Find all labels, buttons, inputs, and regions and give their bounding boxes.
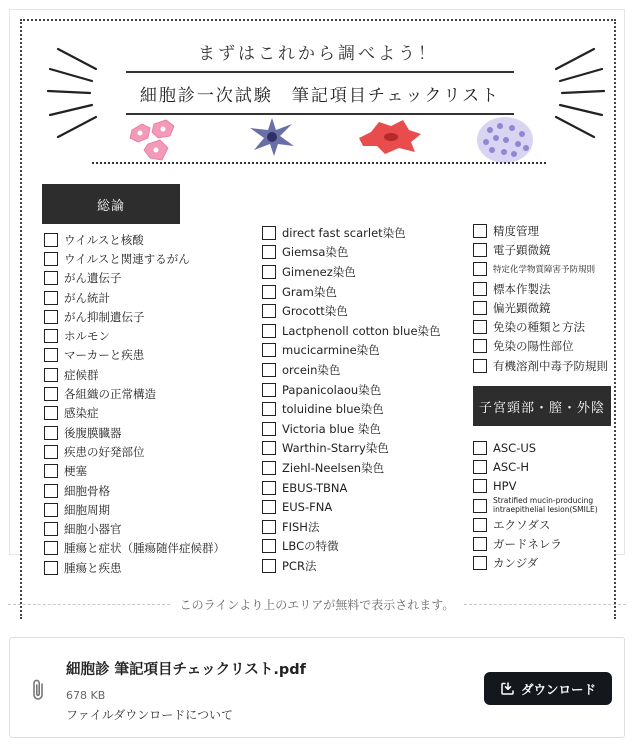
checklist-title: 細胞診一次試験 筆記項目チェックリスト: [126, 71, 514, 115]
checklist-item-label: Gram染色: [282, 284, 337, 299]
checklist-item-label: Stratified mucin-producing intraepithelial lesion(SMILE): [493, 496, 598, 514]
checkbox[interactable]: [44, 252, 58, 266]
checklist-item: [473, 438, 643, 457]
checklist-item-label: Grocott染色: [282, 304, 348, 319]
checklist-item: [262, 458, 441, 478]
checklist-item: [262, 243, 441, 263]
checkbox[interactable]: [473, 320, 487, 334]
checklist-item-label: Papanicolaou染色: [282, 382, 382, 397]
checklist-item: [262, 282, 441, 302]
checkbox[interactable]: [262, 422, 276, 436]
checklist-item: [262, 360, 441, 380]
checklist-item-label: カンジダ: [493, 556, 539, 571]
checkbox[interactable]: [44, 406, 58, 420]
checklist-item: [473, 554, 643, 573]
checkbox[interactable]: [262, 285, 276, 299]
checkbox[interactable]: [44, 464, 58, 478]
checklist-item-label: direct fast scarlet染色: [282, 225, 406, 240]
checklist-item: [44, 384, 225, 403]
checklist-item-label: ウイルスと関連するがん: [64, 251, 190, 266]
checklist-item: [44, 481, 225, 500]
checkbox[interactable]: [473, 243, 487, 257]
checklist-item-label: 偏光顕微鏡: [493, 300, 551, 315]
checkbox[interactable]: [44, 310, 58, 324]
checkbox[interactable]: [262, 402, 276, 416]
checkbox[interactable]: [44, 291, 58, 305]
checklist-item: [262, 301, 441, 321]
checklist-item-label: EUS-FNA: [282, 500, 333, 515]
checklist-item: [473, 477, 643, 496]
checklist-item: [44, 346, 225, 365]
pink-cells-illustration: [126, 116, 190, 166]
checkbox[interactable]: [44, 348, 58, 362]
checklist-item: [473, 260, 608, 279]
checkbox[interactable]: [262, 245, 276, 259]
checklist-item-label: LBCの特徴: [282, 539, 339, 554]
checkbox[interactable]: [473, 518, 487, 532]
checklist-subtitle: まずはこれから調べよう！: [198, 44, 438, 64]
checkbox[interactable]: [473, 301, 487, 315]
checklist-item-label: 細胞小器官: [64, 522, 122, 537]
checklist-item-label: 腫瘍と症状（腫瘍随伴症候群）: [64, 541, 225, 556]
checklist-item: [473, 496, 643, 515]
checkbox[interactable]: [262, 539, 276, 553]
checkbox[interactable]: [473, 282, 487, 296]
checklist-item-label: 細胞周期: [64, 502, 110, 517]
checkbox[interactable]: [262, 441, 276, 455]
checklist-item-label: ASC-US: [493, 440, 537, 455]
download-icon: [500, 681, 515, 696]
checklist-item: [44, 249, 225, 268]
checklist-item: [44, 404, 225, 423]
checklist-item: [262, 223, 441, 243]
checkbox[interactable]: [262, 226, 276, 240]
checkbox[interactable]: [44, 271, 58, 285]
checkbox[interactable]: [473, 339, 487, 353]
checklist-item-label: Gimenez染色: [282, 264, 356, 279]
checklist-column-2: [262, 223, 441, 576]
checklist-item: [44, 288, 225, 307]
checklist-item-label: HPV: [493, 479, 517, 494]
checkbox[interactable]: [473, 537, 487, 551]
checklist-item-label: 梗塞: [64, 464, 87, 479]
checklist-item: [262, 517, 441, 537]
checklist-item: [262, 419, 441, 439]
section-cervix: 子宮頸部・膣・外陰: [473, 386, 611, 426]
checkbox[interactable]: [262, 559, 276, 573]
checklist-item-label: ASC-H: [493, 459, 529, 474]
checkbox[interactable]: [473, 479, 487, 493]
checklist-item: [262, 321, 441, 341]
checkbox[interactable]: [44, 484, 58, 498]
checkbox[interactable]: [44, 368, 58, 382]
checklist-page: [20, 19, 616, 619]
checkbox[interactable]: [262, 461, 276, 475]
checkbox[interactable]: [44, 445, 58, 459]
checklist-item-label: FISH法: [282, 519, 320, 534]
checkbox[interactable]: [473, 441, 487, 455]
checkbox[interactable]: [262, 265, 276, 279]
checklist-item: [44, 500, 225, 519]
checkbox[interactable]: [44, 329, 58, 343]
checklist-item: [44, 230, 225, 249]
checklist-item-label: 細胞骨格: [64, 483, 110, 498]
file-name: 細胞診 筆記項目チェックリスト.pdf: [66, 662, 306, 678]
checkbox[interactable]: [262, 481, 276, 495]
checklist-item-label: Lactphenoll cotton blue染色: [282, 323, 441, 338]
checkbox[interactable]: [473, 262, 487, 276]
checklist-item: [44, 462, 225, 481]
blue-cell-illustration: [248, 116, 296, 158]
checklist-item-label: 腫瘍と疾患: [64, 560, 122, 575]
checkbox[interactable]: [262, 324, 276, 338]
checklist-item-label: がん抑制遺伝子: [64, 309, 145, 324]
paperclip-icon: [30, 678, 48, 702]
checkbox[interactable]: [44, 541, 58, 555]
checklist-item: [473, 279, 608, 298]
checklist-item-label: がん遺伝子: [64, 271, 122, 286]
checklist-item: [473, 317, 608, 336]
checklist-item-label: がん統計: [64, 290, 110, 305]
checklist-item-label: ホルモン: [64, 329, 110, 344]
free-area-divider: [8, 596, 626, 613]
checklist-item: [473, 221, 608, 240]
checklist-item: [44, 307, 225, 326]
checklist-item-label: ウイルスと核酸: [64, 232, 144, 247]
checkbox[interactable]: [44, 522, 58, 536]
header-divider: [92, 162, 546, 164]
checklist-item-label: Ziehl-Neelsen染色: [282, 460, 385, 475]
checklist-column-1: [44, 230, 225, 577]
checklist-item: [262, 537, 441, 557]
checkbox[interactable]: [262, 304, 276, 318]
checklist-item-label: 免染の種類と方法: [493, 320, 585, 335]
checklist-item-label: mucicarmine染色: [282, 343, 380, 358]
checkbox[interactable]: [44, 503, 58, 517]
checklist-item-label: toluidine blue染色: [282, 402, 384, 417]
checklist-item-label: 特定化学物質障害予防規則: [493, 265, 596, 276]
checklist-column-3-cervix: [473, 438, 643, 573]
checklist-item-label: 標本作製法: [493, 281, 551, 296]
checklist-item-label: Warthin-Starry染色: [282, 441, 389, 456]
file-size: 678 KB: [66, 689, 106, 702]
checklist-item: [473, 240, 608, 259]
checkbox[interactable]: [44, 426, 58, 440]
checklist-item: [262, 497, 441, 517]
checklist-item-label: 有機溶剤中毒予防規則: [493, 358, 608, 373]
checklist-item-label: 電子顕微鏡: [493, 242, 551, 257]
checklist-item-label: ガードネレラ: [493, 537, 562, 552]
checklist-item: [473, 515, 643, 534]
checkbox[interactable]: [262, 500, 276, 514]
checklist-item: [262, 556, 441, 576]
checklist-item-label: 症候群: [64, 367, 99, 382]
checkbox[interactable]: [473, 359, 487, 373]
checklist-item: [44, 539, 225, 558]
purple-cells-illustration: [476, 116, 534, 164]
checkbox[interactable]: [44, 387, 58, 401]
checklist-item: [473, 337, 608, 356]
checklist-item: [262, 341, 441, 361]
checklist-item: [473, 356, 608, 375]
checklist-item-label: 精度管理: [493, 223, 539, 238]
checkbox[interactable]: [473, 556, 487, 570]
checklist-item-label: マーカーと疾患: [64, 348, 145, 363]
checkbox[interactable]: [473, 460, 487, 474]
checklist-item-label: 各組織の正常構造: [64, 387, 156, 402]
checklist-item-label: EBUS-TBNA: [282, 480, 348, 495]
checkbox[interactable]: [44, 233, 58, 247]
checklist-item: [473, 457, 643, 476]
checklist-item: [44, 269, 225, 288]
file-download-info-link[interactable]: ファイルダウンロードについて: [66, 708, 234, 722]
checklist-item: [262, 262, 441, 282]
checklist-item: [44, 326, 225, 345]
checklist-item-label: Giemsa染色: [282, 245, 349, 260]
checklist-item: [44, 365, 225, 384]
checklist-item: [262, 380, 441, 400]
checklist-item-label: Victoria blue 染色: [282, 421, 381, 436]
checklist-column-3-general: [473, 221, 608, 375]
checkbox[interactable]: [473, 224, 487, 238]
download-button[interactable]: [484, 672, 612, 705]
checklist-item: [262, 399, 441, 419]
checklist-item-label: PCR法: [282, 558, 317, 573]
checklist-item-label: 疾患の好発部位: [64, 444, 145, 459]
checkbox[interactable]: [262, 383, 276, 397]
checkbox[interactable]: [262, 520, 276, 534]
section-general: 総論: [42, 184, 180, 224]
file-card: [9, 637, 625, 738]
checklist-item-label: 感染症: [64, 406, 99, 421]
download-button-label: ダウンロード: [520, 681, 596, 697]
checklist-item: [44, 442, 225, 461]
checklist-item-label: エクソダス: [493, 517, 551, 532]
checklist-item-label: 免染の陽性部位: [493, 339, 574, 354]
checklist-item: [473, 534, 643, 553]
checklist-item: [44, 519, 225, 538]
red-cell-illustration: [357, 116, 423, 156]
checklist-item-label: 後腹膜臓器: [64, 425, 122, 440]
checklist-item-label: orcein染色: [282, 362, 341, 377]
checklist-item: [262, 439, 441, 459]
free-area-notice: このラインより上のエリアが無料で表示されます。: [179, 598, 455, 612]
checklist-item: [44, 423, 225, 442]
checkbox[interactable]: [44, 561, 58, 575]
checklist-item: [44, 558, 225, 577]
document-preview: [9, 9, 625, 575]
checkbox[interactable]: [262, 363, 276, 377]
checklist-item: [473, 298, 608, 317]
checklist-item: [262, 478, 441, 498]
checkbox[interactable]: [262, 343, 276, 357]
checkbox[interactable]: [473, 499, 487, 513]
